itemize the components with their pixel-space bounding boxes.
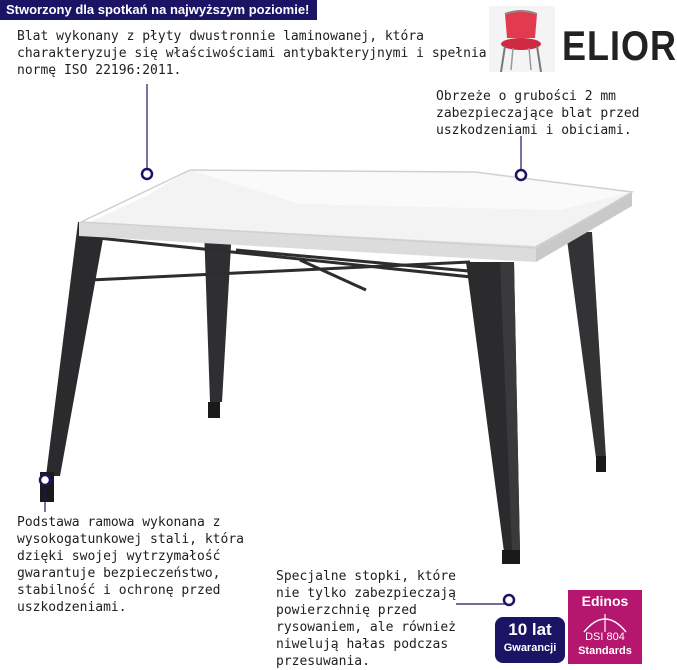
edinos-standards-badge: [568, 590, 642, 664]
edinos-number: 804: [606, 631, 625, 643]
callout-dot-edge: [516, 170, 526, 180]
table-leg-back-right: [566, 232, 606, 472]
dsi-mark-icon: [580, 610, 630, 634]
callout-dot-feet: [504, 595, 514, 605]
warranty-label: Gwarancji: [503, 642, 557, 654]
annotation-tabletop: Blat wykonany z płyty dwustronnie laminowanej, która charakteryzuje się właściwościami antybakteryjnymi i spełnia normę ISO 22196:2011.: [17, 29, 487, 78]
warranty-badge: [495, 617, 565, 663]
table-leg-back-left: [204, 228, 232, 418]
annotation-feet: Specjalne stopki, które nie tylko zabezpieczają powierzchnię przed rysowaniem, ale również niwelują hałas podczas przesuwania.: [276, 569, 457, 669]
edinos-dsi: DSI: [585, 631, 604, 643]
edinos-name: Edinos: [581, 593, 629, 609]
annotation-frame: Podstawa ramowa wykonana z wysokogatunkowej stali, która dzięki swojej wytrzymałość gwarantuje bezpieczeństwo, stabilność i ochronę przed uszkodzeniami.: [17, 515, 244, 615]
table-leg-front-left: [40, 222, 106, 502]
warranty-years: 10 lat: [508, 620, 552, 639]
annotation-edge: Obrzeże o grubości 2 mm zabezpieczające blat przed uszkodzeniami i obiciami.: [436, 89, 640, 138]
callout-dot-tabletop: [142, 169, 152, 179]
promo-banner: Stworzony dla spotkań na najwyższym poziomie!: [0, 0, 317, 20]
callout-dot-frame: [40, 475, 50, 485]
brand-logo: ELIOR: [562, 22, 677, 70]
table-top: [79, 170, 632, 262]
table-leg-front-right: [466, 262, 520, 564]
edinos-standards: Standards: [578, 645, 632, 657]
